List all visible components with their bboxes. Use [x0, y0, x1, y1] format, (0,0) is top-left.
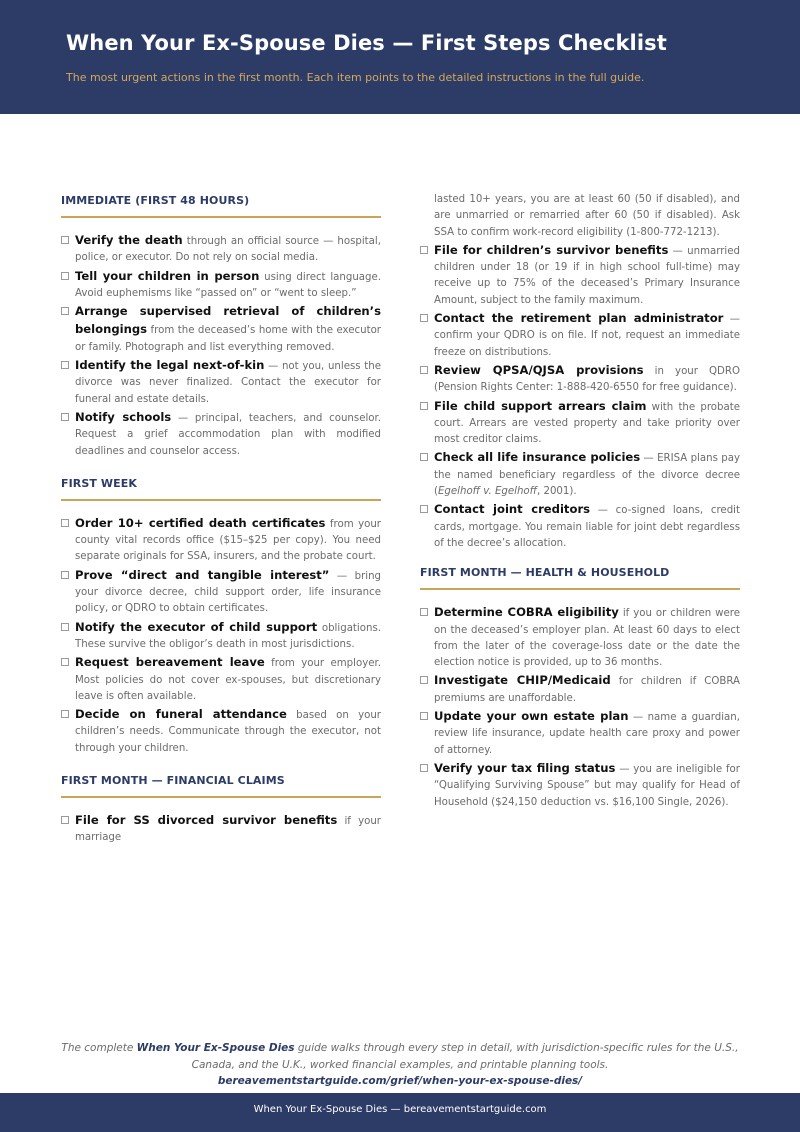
- item-title: Review QPSA/QJSA provisions: [434, 362, 644, 377]
- item-text: — confirm your QDRO is on file. If not, request an immediate freeze on distributions.: [434, 314, 740, 358]
- checklist-item: [61, 515, 381, 566]
- checkbox[interactable]: [420, 712, 428, 720]
- item-text: — unmarried children under 18 (or 19 if in high school full-time) may receive up to 75% of the deceased’s Primary Insurance Amount, subject to the family maximum.: [434, 245, 741, 306]
- checkbox[interactable]: [61, 623, 69, 631]
- item-title: Update your own estate plan: [434, 709, 629, 724]
- section-heading: FIRST MONTH — HEALTH & HOUSEHOLD: [420, 566, 740, 590]
- checkbox[interactable]: [420, 608, 428, 616]
- guide-url-link[interactable]: bereavementstartguide.com/grief/when-your-ex-spouse-dies/: [217, 1075, 583, 1087]
- checklist-item: [420, 672, 740, 707]
- item-text: — co-signed loans, credit cards, mortgage. You remain liable for joint debt regardless of the decree’s allocation.: [434, 505, 740, 549]
- item-text: — you are ineligible for “Qualifying Surviving Spouse” but may qualify for Head of Household ($24,150 deduction vs. $16,100 Single, 2026).: [434, 763, 740, 808]
- page-header: [0, 0, 800, 114]
- item-text: from your county vital records office ($15–$25 per copy). You need separate originals for SSA, insurers, and the probate court.: [75, 518, 381, 563]
- checkbox[interactable]: [420, 764, 428, 772]
- item-text: if your marriage: [75, 816, 381, 844]
- item-text: — name a guardian, review life insurance, update health care proxy and power of attorney.: [434, 712, 740, 756]
- item-text: — principal, teachers, and counselor. Request a grief accommodation plan with modified deadlines and counselor access.: [75, 412, 382, 457]
- item-text: through an official source — hospital, police, or executor. Do not rely on social media.: [75, 236, 381, 264]
- item-text: — not you, unless the divorce was never finalized. Contact the executor for funeral and estate details.: [75, 361, 381, 405]
- item-title: Check all life insurance policies: [434, 450, 641, 465]
- item-title: File child support arrears claim: [434, 398, 647, 413]
- item-text: based on your children’s needs. Communicate through the executor, not through your children.: [75, 710, 381, 754]
- section-heading: FIRST WEEK: [61, 477, 381, 501]
- checklist-item: [420, 708, 740, 759]
- item-title: Investigate CHIP/Medicaid: [434, 673, 611, 688]
- checklist-item: [420, 760, 740, 811]
- guide-footnote: [56, 1040, 744, 1090]
- item-text: obligations. These survive the obligor’s death in most jurisdictions.: [75, 622, 381, 650]
- checklist-item: [420, 501, 740, 552]
- footnote-pre: The complete: [61, 1042, 137, 1054]
- checkbox[interactable]: [420, 366, 428, 374]
- item-text: from your employer. Most policies do not cover ex-spouses, but discretionary leave is often available.: [75, 658, 381, 702]
- item-title: Tell your children in person: [75, 268, 260, 283]
- checklist-item: [61, 357, 381, 408]
- checklist-item: [420, 604, 740, 671]
- item-title: Decide on funeral attendance: [75, 707, 287, 722]
- item-text-after: , 2001).: [536, 486, 577, 498]
- checkbox[interactable]: [420, 402, 428, 410]
- item-title: Notify schools: [75, 409, 172, 424]
- checklist-item: [61, 232, 381, 267]
- checkbox[interactable]: [61, 710, 69, 718]
- item-text: with the probate court. Arrears are vested property and take priority over most creditor claims.: [434, 401, 741, 446]
- checklist-item: [61, 619, 381, 654]
- item-title: File for SS divorced survivor benefits: [75, 813, 338, 828]
- checkbox[interactable]: [61, 816, 69, 824]
- item-title: Verify the death: [75, 233, 183, 247]
- item-title: Prove “direct and tangible interest”: [75, 567, 330, 582]
- item-title: Determine COBRA eligibility: [434, 605, 619, 620]
- item-title: Contact the retirement plan administrator: [434, 311, 724, 326]
- item-title: Verify your tax filing status: [434, 760, 616, 775]
- item-text: if you or children were on the deceased’s employer plan. At least 60 days to elect from the later of the coverage-loss date or the date the election notice is provided, up to 36 months.: [434, 608, 740, 669]
- checkbox[interactable]: [420, 246, 428, 254]
- checkbox[interactable]: [61, 361, 69, 369]
- item-title: Identify the legal next-of-kin: [75, 358, 265, 373]
- page-title: When Your Ex-Spouse Dies — First Steps Checklist: [66, 31, 667, 55]
- item-title: Notify the executor of child support: [75, 619, 318, 634]
- left-column: [61, 194, 381, 848]
- item-text: using direct language. Avoid euphemisms like “passed on” or “went to sleep.”: [75, 271, 381, 299]
- item-title: File for children’s survivor benefits: [434, 242, 669, 257]
- item-title: Contact joint creditors: [434, 502, 591, 517]
- item-title: Request bereavement leave: [75, 655, 265, 670]
- checkbox[interactable]: [61, 307, 69, 315]
- checkbox[interactable]: [420, 676, 428, 684]
- checklist-item: [61, 812, 381, 847]
- checklist-item: [61, 706, 381, 757]
- checklist-item: [420, 449, 740, 500]
- checkbox[interactable]: [61, 658, 69, 666]
- page-subtitle: The most urgent actions in the first month. Each item points to the detailed instructions in the full guide.: [66, 71, 645, 84]
- case-citation: Egelhoff v. Egelhoff: [437, 486, 537, 498]
- footer-bar: When Your Ex-Spouse Dies — bereavementstartguide.com: [0, 1093, 800, 1132]
- item-title: Arrange supervised retrieval of children’s belongings: [75, 304, 381, 337]
- guide-title: When Your Ex-Spouse Dies: [136, 1042, 295, 1054]
- checkbox[interactable]: [420, 314, 428, 322]
- checkbox[interactable]: [61, 519, 69, 527]
- item-title: Order 10+ certified death certificates: [75, 515, 326, 530]
- right-column: [420, 192, 740, 812]
- checklist-item: [61, 654, 381, 705]
- checkbox[interactable]: [420, 453, 428, 461]
- checkbox[interactable]: [420, 505, 428, 513]
- item-continuation: lasted 10+ years, you are at least 60 (50 if disabled), and are unmarried or remarried after 60 (50 if disabled). Ask SSA to confirm work-record eligibility (1-800-772-1213).: [434, 194, 740, 238]
- checklist-item: [420, 362, 740, 397]
- checklist-item: [61, 303, 381, 356]
- checklist-item: [420, 242, 740, 309]
- checklist-item: [61, 567, 381, 618]
- section-heading: IMMEDIATE (FIRST 48 HOURS): [61, 194, 381, 218]
- checkbox[interactable]: [61, 272, 69, 280]
- item-text: for children if COBRA premiums are unaffordable.: [434, 676, 740, 704]
- item-text: from the deceased’s home with the executor or family. Photograph and list everything removed.: [75, 325, 381, 353]
- section-heading: FIRST MONTH — FINANCIAL CLAIMS: [61, 774, 381, 798]
- checklist-item: [61, 409, 381, 460]
- item-text: in your QDRO (Pension Rights Center: 1-888-420-6550 for free guidance).: [434, 365, 740, 394]
- checklist-item: [420, 310, 740, 361]
- checkbox[interactable]: [61, 413, 69, 421]
- checklist-item: [420, 398, 740, 449]
- checkbox[interactable]: [61, 571, 69, 579]
- checkbox[interactable]: [61, 236, 69, 244]
- item-text: — ERISA plans pay the named beneficiary regardless of the divorce decree (: [434, 453, 740, 498]
- item-text: — bring your divorce decree, child support order, life insurance policy, or QDRO to obtain certificates.: [75, 570, 381, 615]
- checklist-item: [61, 268, 381, 303]
- footnote-post: guide walks through every step in detail, with jurisdiction-specific rules for the U.S., Canada, and the U.K., worked financial examples, and printable planning tools.: [191, 1042, 739, 1071]
